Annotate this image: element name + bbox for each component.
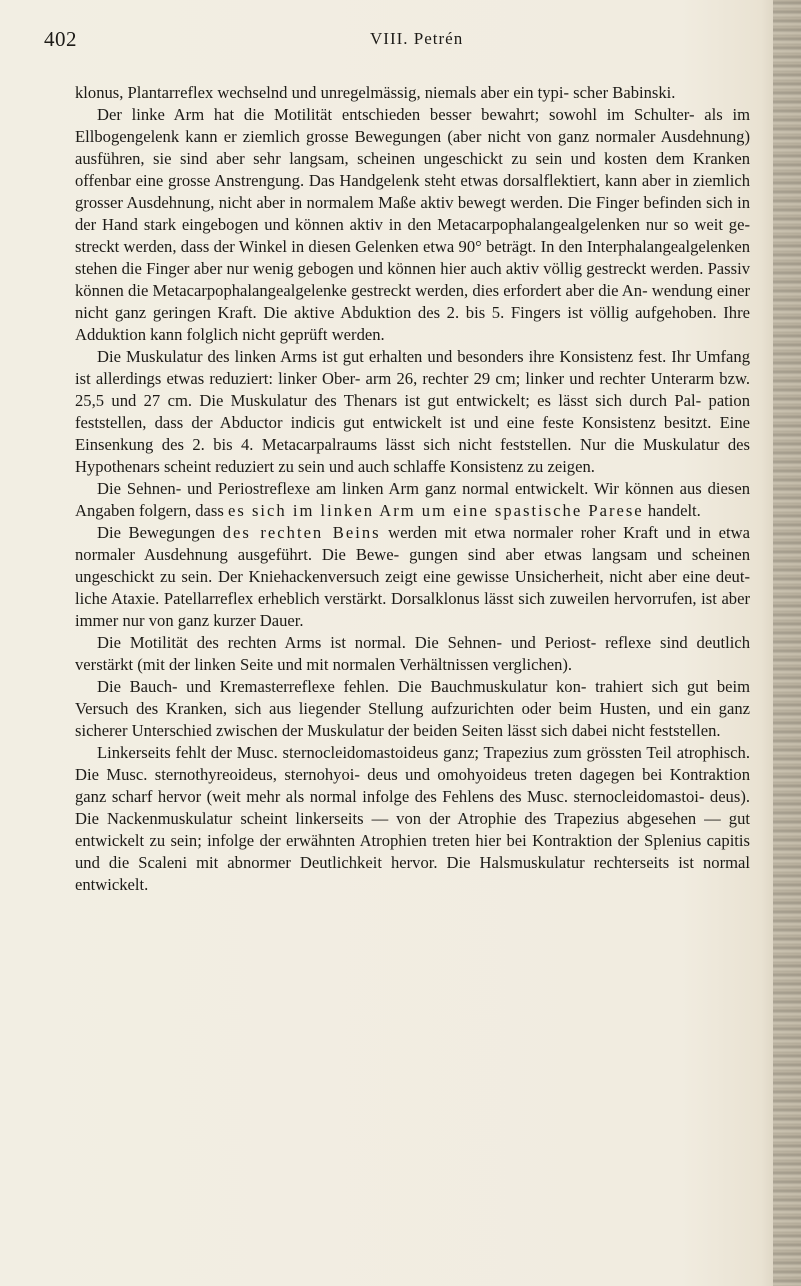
body-text [75,82,750,896]
page-edge-shadow [773,0,801,1286]
paragraph [75,346,750,478]
text-run: Linkerseits fehlt der Musc. sternocleidomastoideus ganz; Trapezius zum grössten Teil atrophisch. Die Musc. sternothyreoideus, sternohyoi- deus und omohyoideus treten dagegen bei Kontraktion ganz scharf hervor (weit mehr als normal infolge des Fehlens des Musc. sternocleidomastoi- deus). Die Nackenmuskulatur scheint linkerseits — von der Atrophie des Trapezius abgesehen — gut entwickelt zu sein; infolge der erwähnten Atrophien treten hier bei Kontraktion der Splenius capitis und die Scaleni mit abnormer Deutlichkeit hervor. Die Halsmuskulatur rechterseits ist normal entwickelt. [75,743,750,894]
running-head: VIII. Petrén [370,29,464,48]
spaced-emphasis: des rechten Beins [222,523,381,542]
paragraph [75,82,750,104]
paragraph [75,478,750,522]
text-run: Die Muskulatur des linken Arms ist gut erhalten und besonders ihre Konsistenz fest. Ihr Umfang ist allerdings etwas reduziert: linker Ober- arm 26, rechter 29 cm; linker und rechter Unterarm bzw. 25,5 und 27 cm. Die Muskulatur des Thenars ist gut entwickelt; es lässt sich durch Pal- pation feststellen, dass der Abductor indicis gut entwickelt ist und eine feste Konsistenz besitzt. Eine Einsenkung des 2. bis 4. Metacarpalraums lässt sich nicht feststellen. Nur die Muskulatur des Hypothenars scheint reduziert zu sein und auch schlaffe Konsistenz zu zeigen. [75,347,750,476]
paragraph [75,632,750,676]
text-run: Die Bauch- und Kremasterreflexe fehlen. Die Bauchmuskulatur kon- trahiert sich gut beim Versuch des Kranken, sich aus liegender Stellung aufzurichten oder beim Husten, und ein ganz sicherer Unterschied zwischen der Muskulatur der beiden Seiten lässt sich dabei nicht feststellen. [75,677,750,740]
text-run: Die Motilität des rechten Arms ist normal. Die Sehnen- und Periost- reflexe sind deutlich verstärkt (mit der linken Seite und mit normalen Verhältnissen verglichen). [75,633,750,674]
page-header [44,27,744,55]
text-run: Der linke Arm hat die Motilität entschieden besser bewahrt; sowohl im Schulter- als im Ellbogengelenk kann er ziemlich grosse Bewegungen (aber nicht von ganz normaler Ausdehnung) ausführen, sie sind aber sehr langsam, scheinen ungeschickt zu sein und kosten dem Kranken offenbar eine grosse Anstrengung. Das Handgelenk steht etwas dorsalflektiert, kann aber in ziemlich grosser Ausdehnung, nicht aber in normalem Maße aktiv bewegt werden. Die Finger befinden sich in der Hand stark eingebogen und können aktiv in den Metacarpophalangealgelenken nur so weit ge- streckt werden, dass der Winkel in diesen Gelenken etwa 90° beträgt. In den Interphalangealgelenken stehen die Finger aber nur wenig gebogen und können hier auch aktiv völlig gestreckt werden. Passiv können die Metacarpophalangealgelenke gestreckt werden, dies erfordert aber die An- wendung einer nicht ganz geringen Kraft. Die aktive Abduktion des 2. bis 5. Fingers ist völlig aufgehoben. Ihre Adduktion kann folglich nicht geprüft werden. [75,105,750,344]
text-run: handelt. [643,501,701,520]
text-run: werden mit etwa normaler roher Kraft und in etwa normaler Ausdehnung ausgeführt. Die Bewe- gungen sind aber etwas langsam und scheinen ungeschickt zu sein. Der Kniehackenversuch zeigt eine gewisse Unsicherheit, nicht aber eine deut- liche Ataxie. Patellarreflex erheblich verstärkt. Dorsalklonus lässt sich zuweilen hervorrufen, ist aber immer nur von ganz kurzer Dauer. [75,523,750,630]
page-number: 402 [44,27,77,51]
paragraph [75,522,750,632]
paragraph [75,676,750,742]
paragraph [75,104,750,346]
text-run: klonus, Plantarreflex wechselnd und unregelmässig, niemals aber ein typi- scher Babinski. [75,83,676,102]
paragraph [75,742,750,896]
text-run: Die Sehnen- und Periostreflexe am linken Arm ganz normal entwickelt. Wir können aus diesen Angaben folgern, dass [75,479,750,520]
spaced-emphasis: es sich im linken Arm um eine spastische Parese [228,501,644,520]
text-run: Die Bewegungen [97,523,223,542]
